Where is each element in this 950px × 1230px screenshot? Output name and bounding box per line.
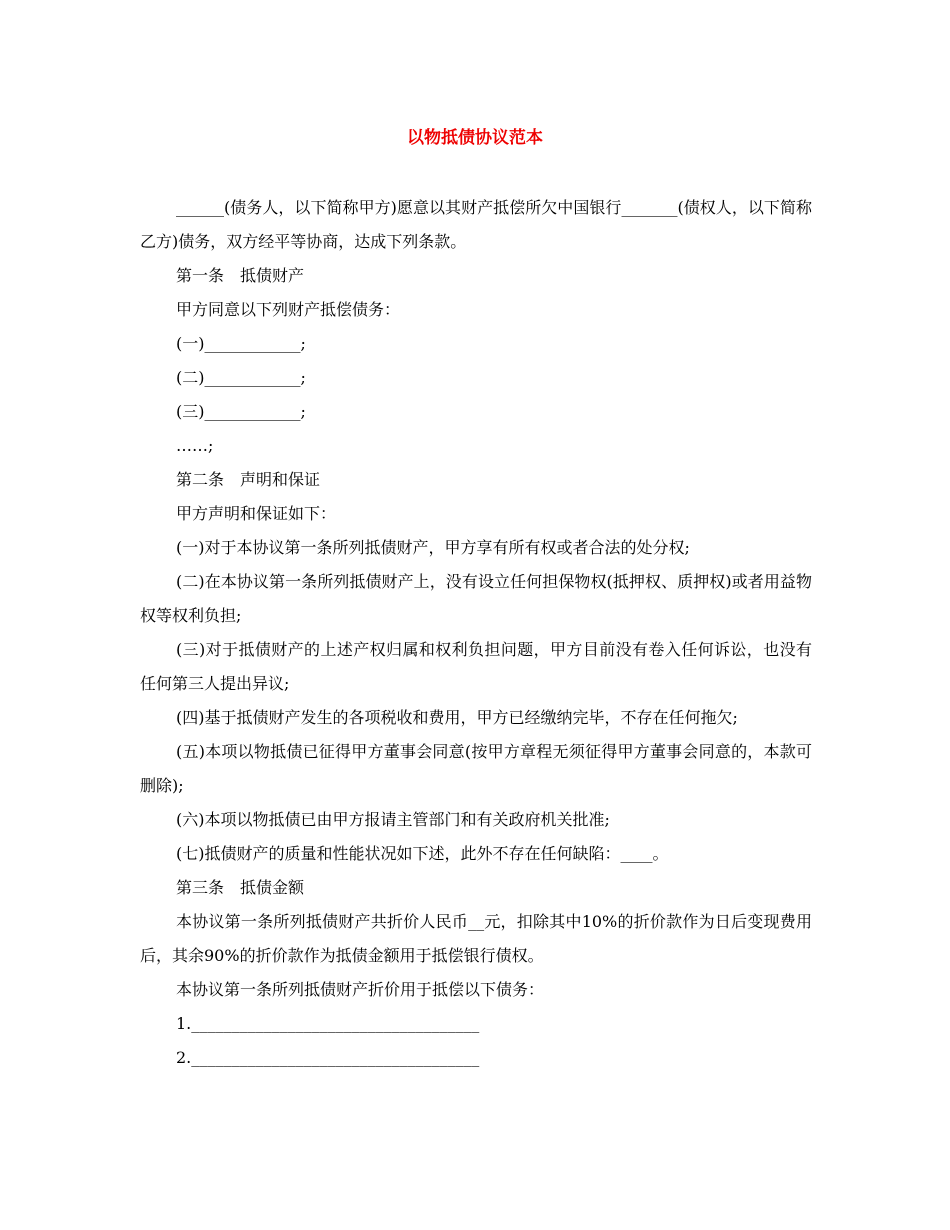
list-item: (四)基于抵债财产发生的各项税收和费用，甲方已经缴纳完毕，不存在任何拖欠; <box>176 708 738 727</box>
list-item: (七)抵债财产的质量和性能状况如下述，此外不存在任何缺陷：____。 <box>176 844 669 863</box>
paragraph: 甲方同意以下列财产抵偿债务： <box>176 300 401 319</box>
list-item: (三)对于抵债财产的上述产权归属和权利负担问题，甲方目前没有卷入任何诉讼，也没有任何第三人提出异议; <box>140 640 812 693</box>
list-item: 2.____________________________________ <box>176 1048 480 1067</box>
document-body <box>140 191 812 1075</box>
paragraph-preamble: ______(债务人，以下简称甲方)愿意以其财产抵偿所欠中国银行_______(债权人，以下简称乙方)债务，双方经平等协商，达成下列条款。 <box>140 198 812 251</box>
list-item: (六)本项以物抵债已由甲方报请主管部门和有关政府机关批准; <box>176 810 610 829</box>
paragraph: 本协议第一条所列抵债财产折价用于抵偿以下债务： <box>176 980 545 999</box>
document-title: 以物抵债协议范本 <box>407 128 543 148</box>
list-item: (二)在本协议第一条所列抵债财产上，没有设立任何担保物权(抵押权、质押权)或者用益物权等权利负担; <box>140 572 812 625</box>
list-item: (二)____________; <box>176 368 306 387</box>
list-item: (三)____________; <box>176 402 306 421</box>
list-item: (一)____________; <box>176 334 306 353</box>
article-1-heading: 第一条 抵债财产 <box>176 266 305 285</box>
article-2-heading: 第二条 声明和保证 <box>176 470 321 489</box>
paragraph: 本协议第一条所列抵债财产共折价人民币__元，扣除其中10%的折价款作为日后变现费用后，其余90%的折价款作为抵债金额用于抵偿银行债权。 <box>140 912 812 965</box>
list-item: (一)对于本协议第一条所列抵债财产，甲方享有所有权或者合法的处分权; <box>176 538 690 557</box>
list-item: 1.____________________________________ <box>176 1014 480 1033</box>
paragraph: 甲方声明和保证如下： <box>176 504 337 523</box>
list-item: ……; <box>176 436 214 455</box>
list-item: (五)本项以物抵债已征得甲方董事会同意(按甲方章程无须征得甲方董事会同意的，本款可删除); <box>140 742 812 795</box>
article-3-heading: 第三条 抵债金额 <box>176 878 305 897</box>
